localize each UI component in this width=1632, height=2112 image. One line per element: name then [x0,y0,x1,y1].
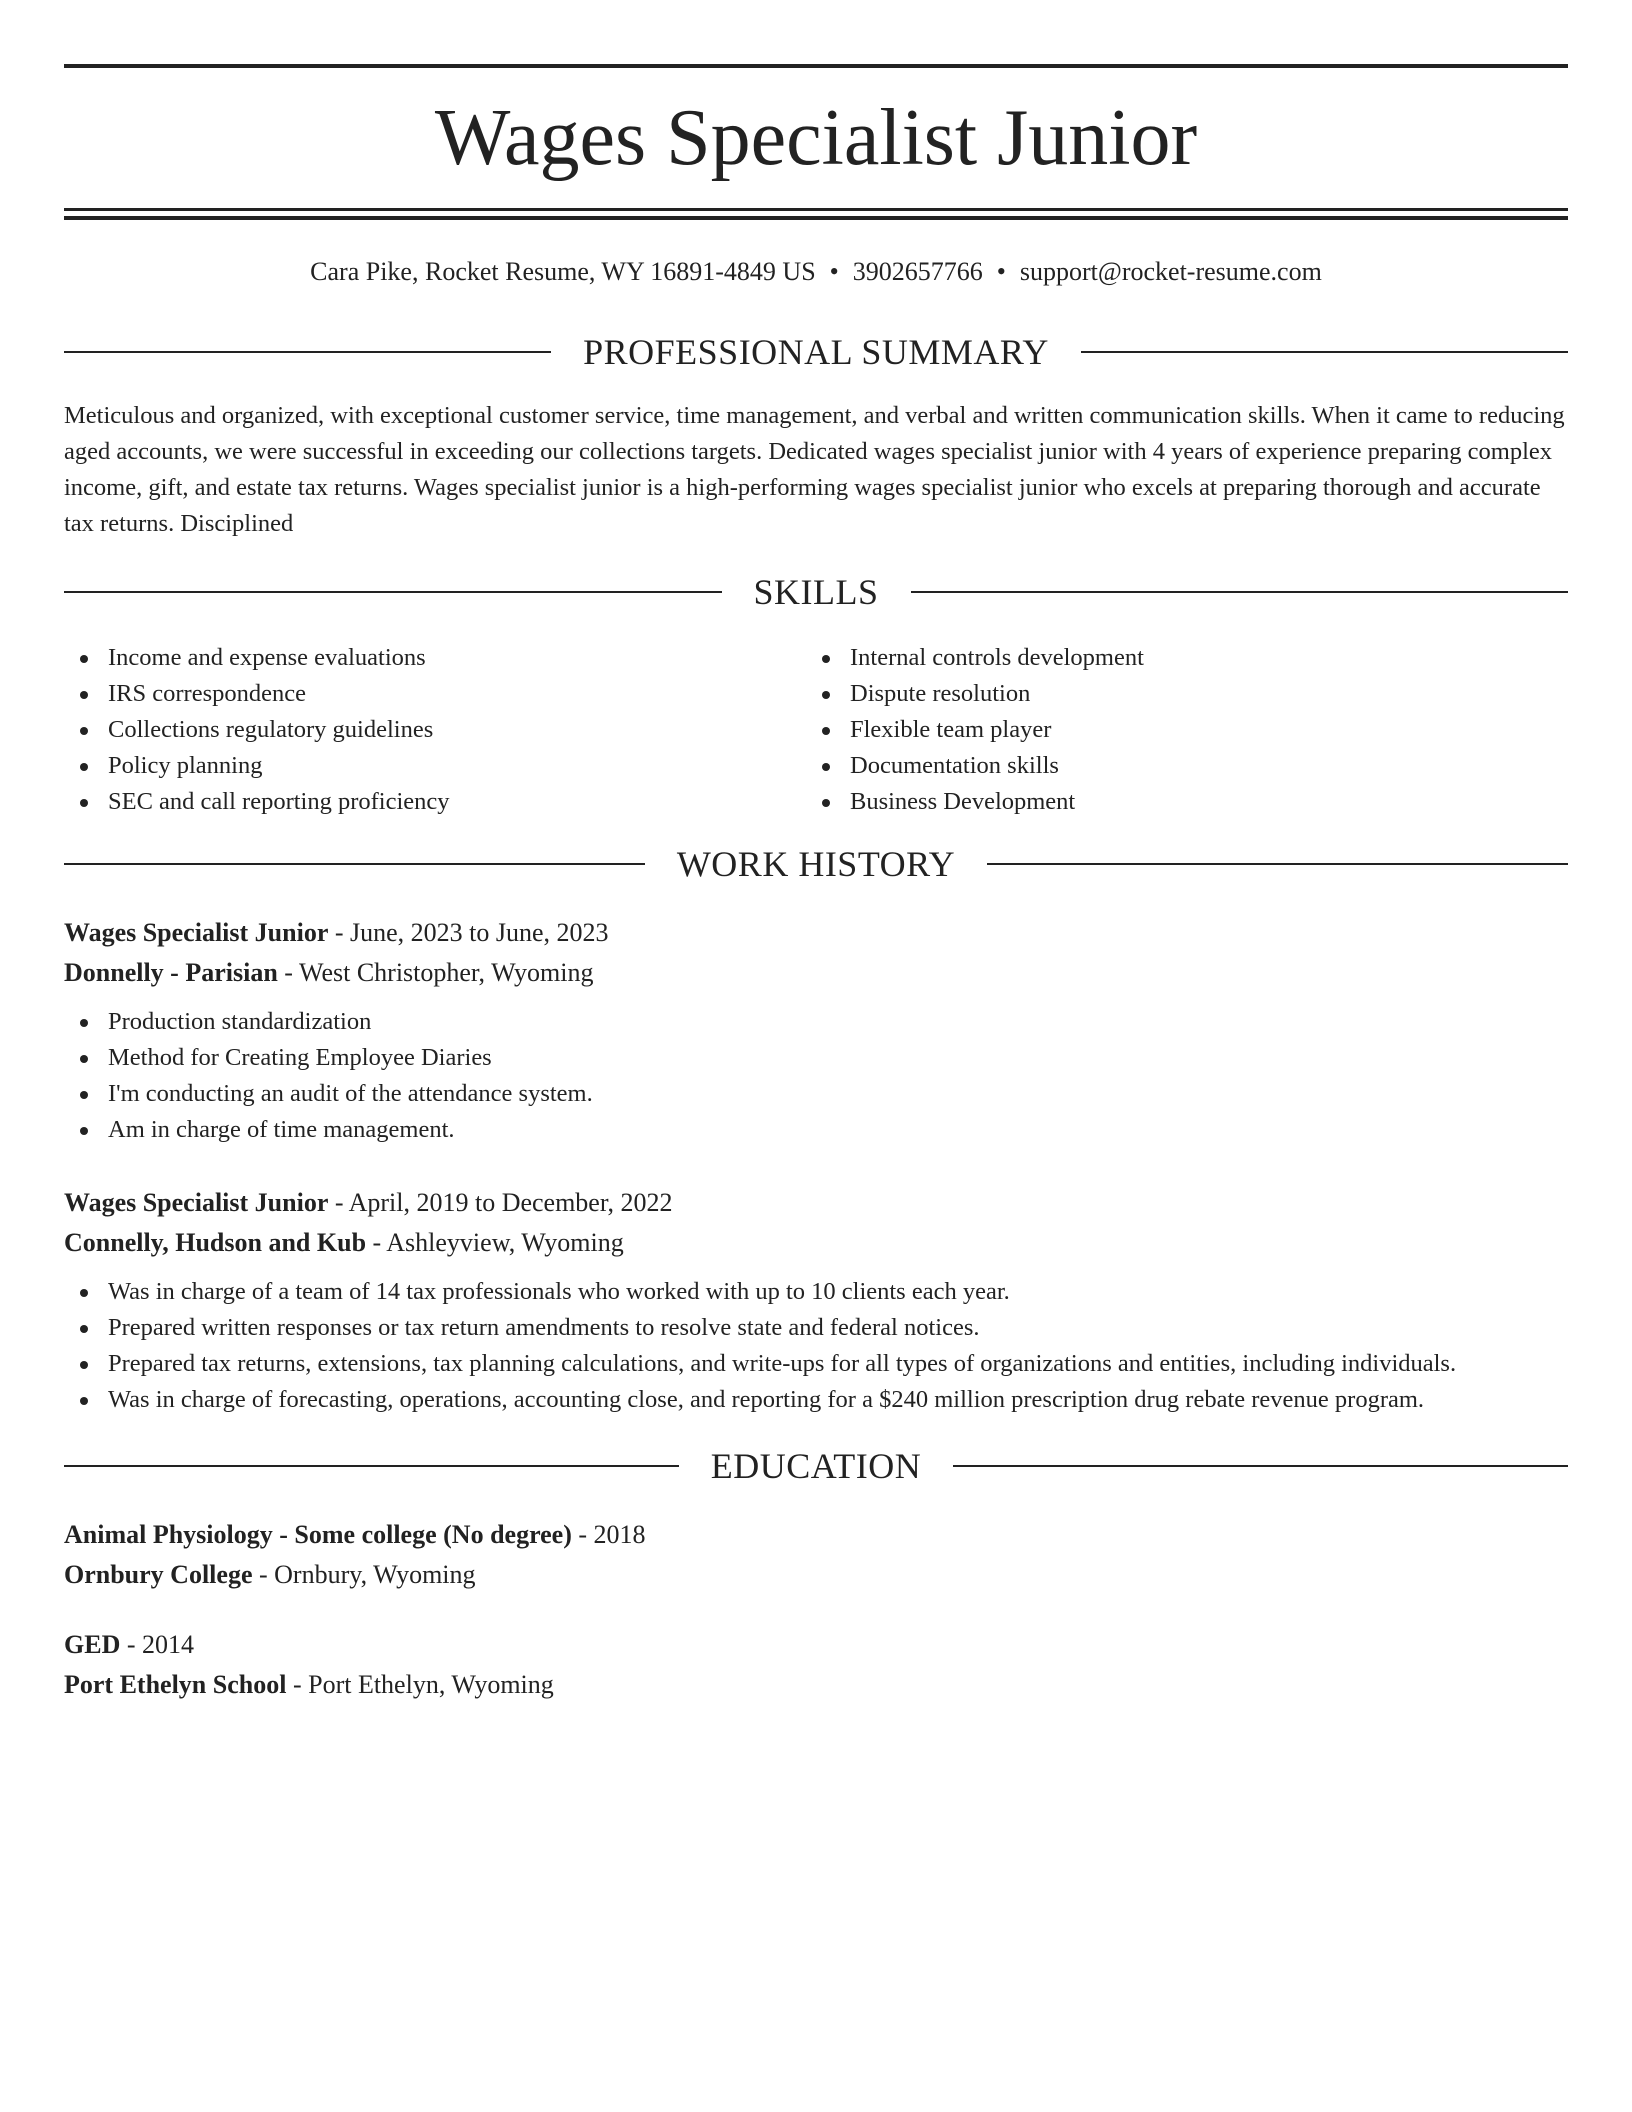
education-school: Ornbury College [64,1560,253,1589]
job-title: Wages Specialist Junior [64,1188,329,1217]
skill-item: Internal controls development [806,640,1506,676]
education-school: Port Ethelyn School [64,1670,287,1699]
skills-left-column [64,640,764,820]
job-title-line [64,1183,1568,1223]
header-bottom-rule-thick [64,216,1568,220]
skills-heading-label: SKILLS [753,572,879,612]
job-title: Wages Specialist Junior [64,918,329,947]
job-title-line [64,913,1568,953]
job-bullet: Method for Creating Employee Diaries [64,1040,1568,1076]
education-year: - 2018 [571,1520,646,1549]
education-school-line [64,1555,1568,1595]
resume-title: Wages Specialist Junior [434,94,1198,182]
skill-item: Flexible team player [806,712,1506,748]
skills-section-heading [64,570,1568,614]
job-entry [64,913,1568,1148]
divider [64,1465,679,1467]
education-location: - Ornbury, Wyoming [252,1560,476,1589]
education-heading-label: EDUCATION [710,1446,922,1486]
contact-separator: • [996,257,1006,286]
skill-item: Documentation skills [806,748,1506,784]
contact-address: Cara Pike, Rocket Resume, WY 16891-4849 US [310,257,816,286]
job-location: - Ashleyview, Wyoming [366,1228,624,1257]
skill-item: Collections regulatory guidelines [64,712,764,748]
job-entry [64,1183,1568,1418]
skill-item: Policy planning [64,748,764,784]
contact-phone: 3902657766 [852,257,983,286]
education-degree-line [64,1625,1568,1665]
education-school-line [64,1665,1568,1705]
divider [64,863,645,865]
job-company: Connelly, Hudson and Kub [64,1228,367,1257]
job-bullet: Prepared tax returns, extensions, tax planning calculations, and write-ups for all types of organizations and entities, including individuals. [64,1346,1568,1382]
header-bottom-rule [64,208,1568,211]
divider [1081,351,1568,353]
job-bullet: Prepared written responses or tax return amendments to resolve state and federal notices. [64,1310,1568,1346]
education-degree: Animal Physiology - Some college (No degree) [64,1520,572,1549]
skill-item: Dispute resolution [806,676,1506,712]
work-section-heading [64,842,1568,886]
skill-item: Income and expense evaluations [64,640,764,676]
job-bullet: Was in charge of forecasting, operations, accounting close, and reporting for a $240 million prescription drug rebate revenue program. [64,1382,1568,1418]
job-bullet: Am in charge of time management. [64,1112,1568,1148]
job-bullet: I'm conducting an audit of the attendance system. [64,1076,1568,1112]
summary-heading-label: PROFESSIONAL SUMMARY [583,332,1049,372]
contact-line [64,254,1568,290]
divider [953,1465,1568,1467]
education-entry [64,1625,1568,1705]
job-company-line [64,953,1568,993]
job-dates: - June, 2023 to June, 2023 [328,918,609,947]
education-year: - 2014 [120,1630,195,1659]
summary-text: Meticulous and organized, with exceptional customer service, time management, and verbal and written communication skills. When it came to reducing aged accounts, we were successful in exceeding our collections targets. Dedicated wages specialist junior with 4 years of experience preparing complex income, gift, and estate tax returns. Wages specialist junior is a high-performing wages specialist junior who excels at preparing thorough and accurate tax returns. Disciplined [64,402,1565,537]
skill-item: IRS correspondence [64,676,764,712]
header-top-rule [64,64,1568,68]
divider [64,591,722,593]
job-bullet: Production standardization [64,1004,1568,1040]
summary-section-heading [64,330,1568,374]
job-location: - West Christopher, Wyoming [277,958,594,987]
job-company: Donnelly - Parisian [64,958,278,987]
education-location: - Port Ethelyn, Wyoming [286,1670,554,1699]
skill-item: SEC and call reporting proficiency [64,784,764,820]
job-dates: - April, 2019 to December, 2022 [328,1188,673,1217]
contact-separator: • [829,257,839,286]
divider [911,591,1569,593]
job-bullet: Was in charge of a team of 14 tax professionals who worked with up to 10 clients each year. [64,1274,1568,1310]
contact-email: support@rocket-resume.com [1019,257,1322,286]
education-entry [64,1515,1568,1595]
education-degree-line [64,1515,1568,1555]
work-heading-label: WORK HISTORY [676,844,956,884]
education-section-heading [64,1444,1568,1488]
skill-item: Business Development [806,784,1506,820]
job-company-line [64,1223,1568,1263]
divider [987,863,1568,865]
skills-right-column [806,640,1506,820]
divider [64,351,551,353]
education-degree: GED [64,1630,121,1659]
